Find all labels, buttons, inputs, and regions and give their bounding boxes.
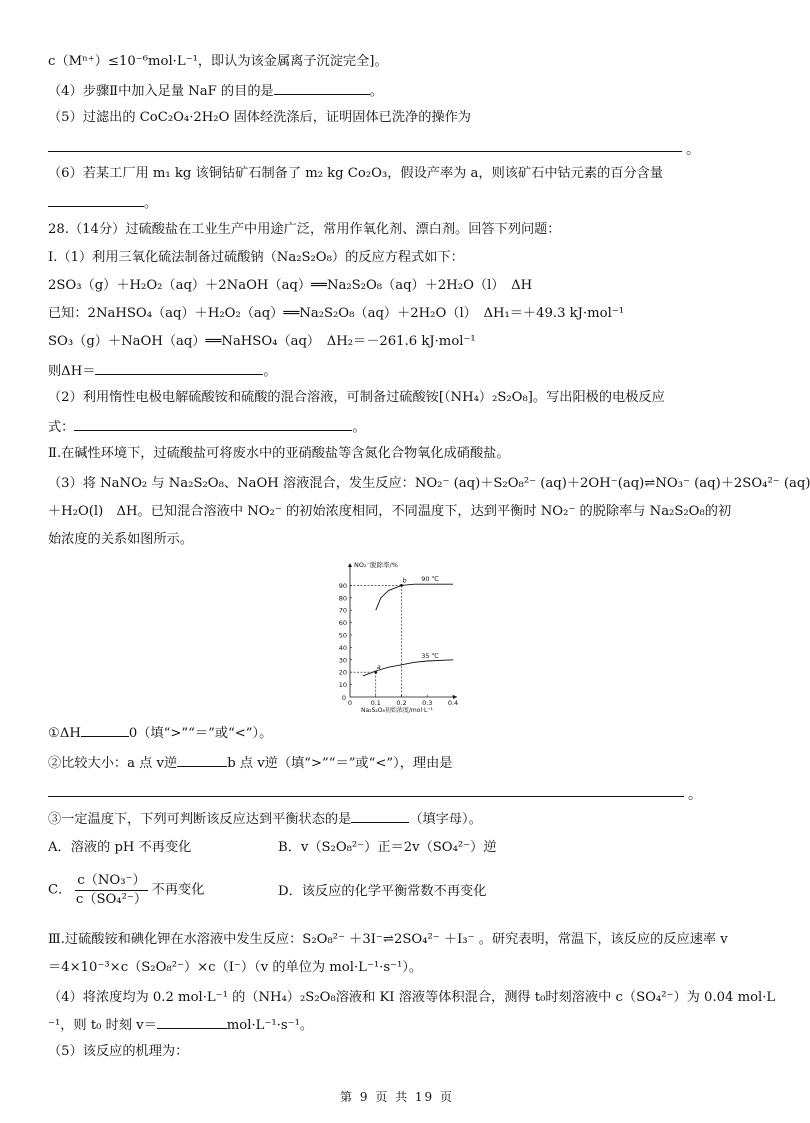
- period: 。: [352, 420, 366, 435]
- y-tick-label: 40: [338, 643, 347, 652]
- y-tick-label: 20: [338, 668, 347, 677]
- period: 。: [686, 142, 700, 158]
- text-line: c（Mⁿ⁺）≤10⁻⁶mol·L⁻¹，即认为该金属离子沉淀完全]。: [48, 54, 388, 69]
- data-point: [374, 671, 377, 674]
- period: 。: [144, 196, 158, 211]
- y-axis-arrow: [348, 563, 352, 567]
- x-tick-label: 0: [347, 699, 353, 707]
- text-line: ＝4×10⁻³×c（S₂O₈²⁻）×c（I⁻）（v 的单位为 mol·L⁻¹·s⁻¹）。: [48, 960, 423, 975]
- option-a: A．溶液的 pH 不再变化: [48, 840, 192, 855]
- period: 。: [688, 787, 702, 803]
- equation: 已知：2NaHSO₄（aq）＋H₂O₂（aq）══Na₂S₂O₈（aq）＋2H₂O（l） ΔH₁＝＋49.3 kJ·mol⁻¹: [48, 306, 625, 321]
- removal-rate-chart: [327, 557, 457, 717]
- question-2: （2）利用惰性电极电解硫酸铵和硫酸的混合溶液，可制备过硫酸铵[（NH₄）₂S₂O₈]。写出阳极的电极反应: [48, 390, 665, 405]
- x-tick-label: 0.2: [396, 699, 407, 707]
- y-tick-label: 0: [341, 694, 346, 702]
- fraction-numerator: c（NO₃⁻）: [75, 872, 147, 891]
- point-label: b: [402, 576, 407, 585]
- series-label: 35 ℃: [421, 652, 439, 661]
- y-axis-label: NO₂⁻脱除率/%: [354, 561, 398, 569]
- section-3: Ⅲ.过硫酸铵和碘化钾在水溶液中发生反应：S₂O₈²⁻ ＋3I⁻⇌2SO₄²⁻ ＋I₃⁻ 。研究表明，常温下，该反应的反应速率 v: [48, 932, 728, 947]
- question-4-rate: （4）将浓度均为 0.2 mol·L⁻¹ 的（NH₄）₂S₂O₈溶液和 KI 溶液等体积混合，测得 t₀时刻溶液中 c（SO₄²⁻）为 0.04 mol·L: [48, 990, 776, 1005]
- y-tick-label: 90: [338, 581, 347, 590]
- option-c: [48, 872, 204, 909]
- question-3: （3）将 NaNO₂ 与 Na₂S₂O₈、NaOH 溶液混合，发生反应：NO₂⁻ (aq)＋S₂O₈²⁻ (aq)＋2OH⁻(aq)⇌NO₃⁻ (aq)＋2SO₄²⁻ (aq): [48, 476, 810, 491]
- x-tick-label: 0.4: [447, 699, 459, 707]
- text-line: 始浓度的关系如图所示。: [48, 532, 194, 547]
- option-b: B．v（S₂O₈²⁻）正＝2v（SO₄²⁻）逆: [278, 840, 497, 855]
- y-tick-label: 70: [338, 606, 347, 615]
- question-text: ⁻¹，则 t₀ 时刻 v＝: [48, 1018, 157, 1033]
- fraction: [75, 872, 147, 909]
- series-line-90c: [376, 584, 453, 610]
- sub-question-3: [48, 808, 482, 830]
- question-28-title: 28.（14分）过硫酸盐在工业生产中用途广泛，常用作氧化剂、漂白剂。回答下列问题：: [48, 222, 561, 237]
- answer-blank[interactable]: [81, 722, 129, 737]
- text-line: Ⅰ.（1）利用三氧化硫法制备过硫酸钠（Na₂S₂O₈）的反应方程式如下：: [48, 250, 464, 265]
- question-4-rate-cont: [48, 1014, 313, 1036]
- answer-rule[interactable]: [48, 151, 682, 152]
- question-2-cont: [48, 416, 366, 438]
- question-text: ①ΔH: [48, 726, 81, 741]
- option-text: 不再变化: [151, 882, 205, 898]
- x-axis-label: Na₂S₂O₈初始浓度/mol·L⁻¹: [361, 707, 433, 714]
- question-5-mechanism: （5）该反应的机理为：: [48, 1044, 189, 1059]
- answer-rule[interactable]: [48, 796, 684, 797]
- question-text: mol·L⁻¹·s⁻¹。: [226, 1018, 314, 1033]
- question-4: [48, 80, 383, 102]
- option-d: D．该反应的化学平衡常数不再变化: [278, 884, 487, 899]
- question-text: ②比较大小：a 点 v逆: [48, 756, 178, 771]
- question-text: ③一定温度下，下列可判断该反应达到平衡状态的是: [48, 812, 352, 827]
- question-6-cont: [48, 192, 157, 214]
- sub-question-2: [48, 752, 453, 774]
- y-tick-label: 10: [338, 681, 347, 690]
- answer-blank[interactable]: [351, 808, 409, 823]
- question-text: （填字母）。: [409, 812, 482, 827]
- section-2: Ⅱ.在碱性环境下，过硫酸盐可将废水中的亚硝酸盐等含氮化合物氧化成硝酸盐。: [48, 446, 510, 461]
- x-tick-label: 0.3: [422, 699, 433, 707]
- data-point: [400, 584, 403, 587]
- question-5: （5）过滤出的 CoC₂O₄·2H₂O 固体经洗涤后，证明固体已洗净的操作为: [48, 110, 471, 125]
- text-line: ＋H₂O(l) ΔH。已知混合溶液中 NO₂⁻ 的初始浓度相同，不同温度下，达到平衡时 NO₂⁻ 的脱除率与 Na₂S₂O₈的初: [48, 504, 732, 519]
- question-6: （6）若某工厂用 m₁ kg 该铜钴矿石制备了 m₂ kg Co₂O₃，假设产率为 a，则该矿石中钴元素的百分含量: [48, 166, 664, 181]
- series-label: 90 ℃: [421, 575, 439, 584]
- question-text: 式：: [48, 420, 75, 435]
- sub-question-1: [48, 722, 272, 744]
- period: 。: [263, 364, 277, 379]
- question-text: b 点 v逆（填“>”“＝”或“<”），理由是: [227, 756, 453, 771]
- question-text: （4）步骤Ⅱ中加入足量 NaF 的目的是: [48, 84, 274, 99]
- period: 。: [369, 84, 383, 99]
- equation: 2SO₃（g）＋H₂O₂（aq）＋2NaOH（aq）══Na₂S₂O₈（aq）＋2H₂O（l） ΔH: [48, 278, 533, 293]
- answer-blank[interactable]: [95, 360, 263, 375]
- question-text: 则ΔH＝: [48, 364, 96, 379]
- y-tick-label: 60: [338, 619, 347, 628]
- answer-blank[interactable]: [157, 1014, 227, 1029]
- option-label: C．: [48, 882, 72, 898]
- answer-blank[interactable]: [48, 192, 144, 207]
- y-tick-label: 80: [338, 594, 347, 603]
- question-text: 0（填“>”“＝”或“<”）。: [128, 726, 273, 741]
- question-dh: [48, 360, 277, 382]
- page-footer: 第 9 页 共 19 页: [340, 1090, 454, 1104]
- point-label: a: [376, 663, 381, 672]
- answer-blank[interactable]: [177, 752, 227, 767]
- y-tick-label: 30: [338, 656, 347, 665]
- answer-blank[interactable]: [274, 80, 370, 95]
- x-tick-label: 0.1: [370, 699, 381, 707]
- equation: SO₃（g）＋NaOH（aq）══NaHSO₄（aq） ΔH₂＝－261.6 kJ·mol⁻¹: [48, 334, 476, 349]
- y-tick-label: 50: [338, 631, 347, 640]
- answer-blank[interactable]: [74, 416, 352, 431]
- fraction-denominator: c（SO₄²⁻）: [75, 892, 148, 907]
